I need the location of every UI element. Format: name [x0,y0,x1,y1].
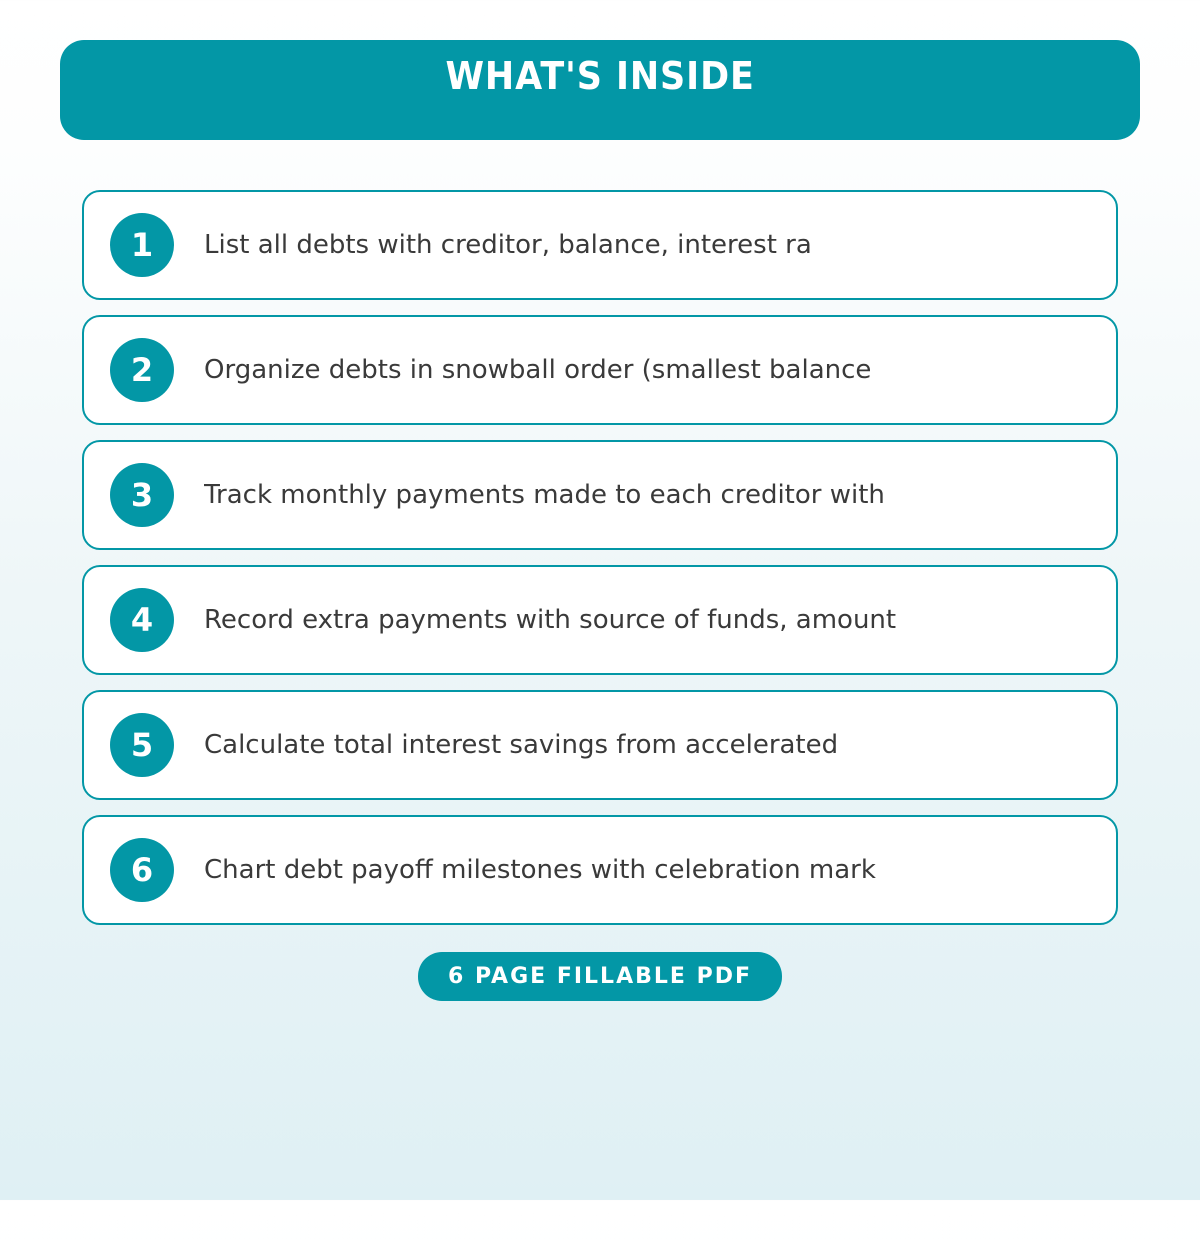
item-number-badge: 6 [110,838,174,902]
item-text: Organize debts in snowball order (smallest balance [204,355,872,385]
item-text: Chart debt payoff milestones with celebration mark [204,855,876,885]
item-number-badge: 1 [110,213,174,277]
list-item [82,440,1118,550]
item-number-badge: 2 [110,338,174,402]
item-text: Track monthly payments made to each creditor with [204,480,885,510]
item-text: Calculate total interest savings from accelerated [204,730,839,760]
page-title: WHAT'S INSIDE [445,54,755,98]
list-item [82,190,1118,300]
list-item [82,690,1118,800]
item-text: List all debts with creditor, balance, interest ra [204,230,812,260]
item-number-badge: 4 [110,588,174,652]
list-item [82,565,1118,675]
item-number-badge: 5 [110,713,174,777]
page-count-badge: 6 PAGE FILLABLE PDF [418,952,782,1001]
item-text: Record extra payments with source of funds, amount [204,605,897,635]
feature-list [82,190,1118,925]
list-item [82,815,1118,925]
header-banner [60,40,1140,140]
footer [0,952,1200,1001]
item-number-badge: 3 [110,463,174,527]
list-item [82,315,1118,425]
